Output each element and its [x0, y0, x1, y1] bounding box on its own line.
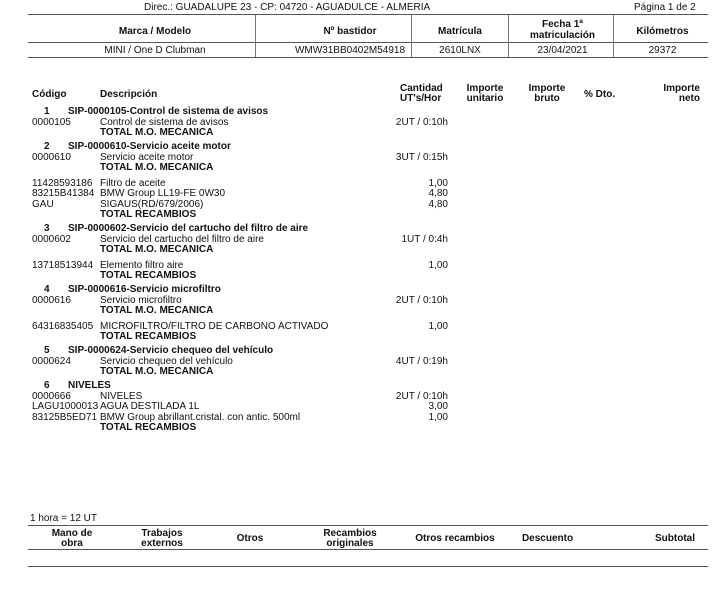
col-gross-2: bruto — [534, 93, 560, 104]
line-quantity: 1,00 — [428, 259, 448, 271]
brand-model-value: MINI / One D Clubman — [104, 45, 206, 56]
line-quantity: 2UT / 0:10h — [395, 294, 448, 306]
line-description: MICROFILTRO/FILTRO DE CARBONO ACTIVADO — [100, 321, 329, 332]
line-quantity: 1,00 — [428, 178, 448, 189]
reg-date-label-2: matriculación — [529, 30, 596, 41]
line-quantity: 4,80 — [428, 198, 448, 210]
labor-label-1: Mano de — [51, 528, 93, 539]
section-total-label: TOTAL RECAMBIOS — [100, 270, 197, 282]
section-total-label: TOTAL M.O. MECANICA — [100, 243, 214, 255]
section-title: SIP-0000616-Servicio microfiltro — [68, 284, 221, 295]
km-label: Kilómetros — [636, 26, 689, 37]
line-code: GAU — [32, 198, 54, 210]
section-number: 3 — [44, 222, 50, 234]
line-code: 0000105 — [32, 116, 71, 128]
section-number: 5 — [44, 345, 50, 357]
discount-label: Descuento — [521, 533, 574, 544]
line-quantity: 1,00 — [428, 321, 448, 332]
col-net-2: neto — [678, 93, 700, 104]
line-code: 83215B41384 — [32, 188, 95, 200]
line-code: 0000624 — [32, 356, 71, 367]
col-net-1: Importe — [663, 83, 700, 94]
line-code: 0000616 — [32, 294, 71, 306]
hour-conversion-note: 1 hora = 12 UT — [30, 513, 97, 524]
line-code: 13718513944 — [32, 259, 94, 271]
section-number: 2 — [44, 141, 50, 152]
divider — [28, 549, 708, 550]
col-unit-price-1: Importe — [466, 83, 504, 94]
section-total-label: TOTAL M.O. MECANICA — [100, 305, 214, 317]
line-description: AGUA DESTILADA 1L — [100, 401, 200, 413]
workshop-address: Direc.: GUADALUPE 23 - CP: 04720 - AGUADULCE - ALMERIA — [144, 2, 431, 13]
chassis-value: WMW31BB0402M54918 — [294, 45, 406, 56]
reg-date-label-1: Fecha 1ª — [542, 19, 583, 30]
section-title: SIP-0000624-Servicio chequeo del vehículo — [68, 345, 274, 357]
divider — [255, 15, 256, 57]
line-quantity: 3UT / 0:15h — [395, 151, 448, 163]
divider — [613, 15, 614, 57]
section-total-label: TOTAL M.O. MECANICA — [100, 127, 214, 139]
col-gross-1: Importe — [528, 83, 566, 94]
orig-parts-label-2: originales — [326, 538, 374, 549]
section-total-label: TOTAL RECAMBIOS — [100, 208, 197, 220]
line-code: 83125B5ED71 — [32, 411, 98, 423]
section-title: SIP-0000602-Servicio del cartucho del filtro de aire — [68, 222, 309, 234]
line-quantity: 3,00 — [428, 401, 448, 413]
divider — [508, 15, 509, 57]
chassis-label: Nº bastidor — [323, 26, 377, 37]
line-code: 11428593186 — [32, 178, 93, 189]
line-code: 0000602 — [32, 233, 71, 245]
line-code: 0000666 — [32, 391, 71, 402]
line-description: Servicio chequeo del vehículo — [100, 356, 233, 367]
page-indicator: Página 1 de 2 — [634, 2, 696, 13]
section-number: 4 — [44, 284, 50, 295]
section-number: 1 — [44, 106, 50, 117]
external-work-label-2: externos — [141, 538, 183, 549]
line-code: LAGU1000013 — [32, 401, 99, 413]
section-title: NIVELES — [68, 380, 111, 392]
divider — [28, 566, 708, 567]
line-quantity: 2UT / 0:10h — [395, 391, 448, 402]
line-code: 64316835405 — [32, 321, 94, 332]
section-title: SIP-0000105-Control de sistema de avisos — [68, 106, 269, 117]
line-description: SIGAUS(RD/679/2006) — [100, 198, 204, 210]
section-total-label: TOTAL RECAMBIOS — [100, 421, 197, 433]
line-description: BMW Group LL19-FE 0W30 — [100, 188, 226, 200]
section-total-label: TOTAL RECAMBIOS — [100, 331, 197, 343]
km-value: 29372 — [648, 45, 677, 56]
line-description: Servicio del cartucho del filtro de aire — [100, 233, 264, 245]
line-code: 0000610 — [32, 151, 71, 163]
col-unit-price-2: unitario — [466, 93, 504, 104]
section-total-label: TOTAL M.O. MECANICA — [100, 366, 214, 378]
orig-parts-label-1: Recambios — [323, 528, 377, 539]
line-description: BMW Group abrillant.cristal. con antic. 500ml — [100, 411, 301, 423]
col-quantity-1: Cantidad — [400, 83, 443, 94]
subtotal-label: Subtotal — [655, 533, 695, 544]
divider — [28, 57, 708, 58]
divider — [28, 525, 708, 526]
line-quantity: 1UT / 0:4h — [401, 233, 448, 245]
plate-label: Matrícula — [438, 26, 482, 37]
line-quantity: 4UT / 0:19h — [395, 356, 448, 367]
section-number: 6 — [44, 380, 50, 392]
line-description: NIVELES — [100, 391, 143, 402]
section-total-label: TOTAL M.O. MECANICA — [100, 162, 214, 174]
labor-label-2: obra — [61, 538, 83, 549]
other-parts-label: Otros recambios — [415, 533, 495, 544]
line-description: Elemento filtro aire — [100, 259, 184, 271]
divider — [28, 14, 708, 15]
col-discount: % Dto. — [584, 89, 616, 100]
line-quantity: 4,80 — [428, 188, 448, 200]
col-code: Código — [32, 89, 67, 100]
others-label: Otros — [236, 533, 264, 544]
section-title: SIP-0000610-Servicio aceite motor — [68, 141, 231, 152]
plate-value: 2610LNX — [439, 45, 481, 56]
line-quantity: 2UT / 0:10h — [395, 116, 448, 128]
brand-model-label: Marca / Modelo — [118, 26, 192, 37]
external-work-label-1: Trabajos — [141, 528, 183, 539]
reg-date-value: 23/04/2021 — [537, 45, 588, 56]
col-quantity-2: UT's/Hor — [400, 93, 442, 104]
line-description: Control de sistema de avisos — [100, 116, 229, 128]
divider — [28, 42, 708, 43]
line-description: Filtro de aceite — [100, 178, 166, 189]
line-description: Servicio aceite motor — [100, 151, 194, 163]
line-quantity: 1,00 — [428, 411, 448, 423]
col-description: Descripción — [100, 89, 158, 100]
line-description: Servicio microfiltro — [100, 294, 182, 306]
